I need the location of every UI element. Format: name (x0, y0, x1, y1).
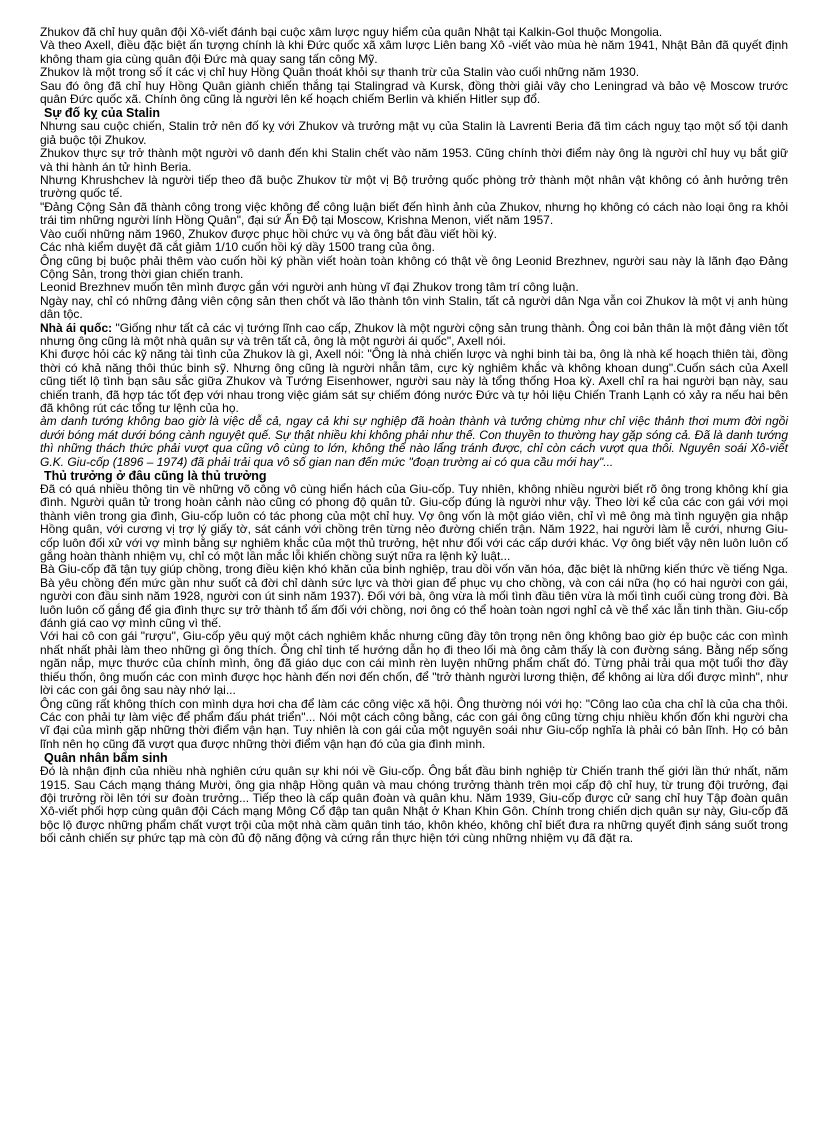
paragraph: Zhukov thực sự trở thành một người vô danh đến khi Stalin chết vào năm 1953. Cũng chính thời điểm này ông là người chỉ huy vụ bắt giữ và thi hành án tử hình Beria. (40, 146, 788, 174)
paragraph-lead-in: Nhà ái quốc: (40, 320, 113, 335)
section-heading: Quân nhân bẩm sinh (44, 751, 168, 766)
paragraph: Và theo Axell, điều đặc biệt ấn tượng chính là khi Đức quốc xã xâm lược Liên bang Xô -viết vào mùa hè năm 1941, Nhật Bản đã quyết định không tham gia cùng quân đội Đức mà quay sang tấn công Mỹ. (40, 38, 788, 66)
paragraph: Sau đó ông đã chỉ huy Hồng Quân giành chiến thắng tại Stalingrad và Kursk, đồng thời giải vây cho Leningrad và bảo vệ Moscow trước quân Đức quốc xã. Chính ông cũng là người lên kế hoạch chiếm Berlin và khiến Hitler sụp đổ. (40, 78, 788, 107)
section-heading: Thủ trưởng ở đâu cũng là thủ trưởng (44, 469, 267, 483)
paragraph: Đã có quá nhiều thông tin về những võ công vô cùng hiển hách của Giu-cốp. Tuy nhiên, không nhiều người biết rõ ông trong không khí gia đình. Người quân tử trong hoàn cảnh nào cũng có phong độ quân tử. Giu-cốp đúng là người như vậy. Theo lời kể của các con gái với mọi thành viên trong gia đình, Giu-cốp luôn có tác phong của một chỉ huy. Vợ ông vốn là một giáo viên, chỉ vì mê ông mà tình nguyện gia nhập Hồng quân, với cương vị trợ lý giấy tờ, sát cánh với chồng trên từng nẻo đường chiến trận. Năm 1922, hai người làm lễ cưới, nhưng Giu-cốp luôn đối xử với vợ mình bằng sự nghiêm khắc của một thủ trưởng, hệt như đối với các cấp dưới khác. Vợ ông biết vậy nên luôn luôn cố gắng hoàn thành nhiệm vụ, chỉ có một lần mắc lỗi khiến chồng suýt nữa ra lệnh kỷ luật... (40, 482, 788, 564)
paragraph: Leonid Brezhnev muốn tên mình được gắn với người anh hùng vĩ đại Zhukov trong tâm trí công luận. (40, 280, 579, 295)
paragraph: Zhukov là một trong số ít các vị chỉ huy Hồng Quân thoát khỏi sự thanh trừ của Stalin vào cuối những năm 1930. (40, 65, 640, 80)
italic-paragraph: àm danh tướng không bao giờ là việc dễ cả, ngay cả khi sự nghiệp đã hoàn thành và tưởng chừng như chỉ việc thảnh thơi mưm đời ngồi dưới bóng mát dưới bóng cành nguyệt quế. Sự thật nhiều khi không phải như thế. Con thuyền to thường hay gặp sóng cả. Đã là danh tướng thì những thách thức phải vượt qua cũng vô cùng to lớn, không thể nào lẩng tránh được, chỉ còn cách vượt qua thôi. Nguyên soái Xô-viết G.K. Giu-cốp (1896 – 1974) đã phải trải qua vô số gian nan đến mức "đoạn trường ai có qua cầu mới hay"... (40, 414, 788, 469)
paragraph: "Đảng Cộng Sản đã thành công trong việc không để công luận biết đến hình ảnh của Zhukov, nhưng họ không có cách nào loại ông ra khỏi trái tim những người lính Hồng Quân", đại sứ Ấn Độ tại Moscow, Krishna Menon, viết năm 1957. (40, 199, 788, 228)
paragraph: Nhưng sau cuộc chiến, Stalin trở nên đố kỵ với Zhukov và trưởng mật vụ của Stalin là Lavrenti Beria đã tìm cách nguỵ tạo một số tội danh giả buộc tội Zhukov. (40, 119, 788, 147)
paragraph: Các nhà kiểm duyệt đã cắt giảm 1/10 cuốn hồi ký dầy 1500 trang của ông. (40, 240, 435, 255)
paragraph: Zhukov đã chỉ huy quân đội Xô-viết đánh bại cuộc xâm lược nguy hiểm của quân Nhật tại Kalkin-Gol thuộc Mongolia. (40, 25, 663, 39)
paragraph: Với hai cô con gái "rượu", Giu-cốp yêu quý một cách nghiêm khắc nhưng cũng đầy tôn trọng nên ông không bao giờ ép buộc các con mình nhất nhất phải làm theo những gì ông thích. Ông chỉ tinh tế hướng dẫn họ đi theo lối mà ông cảm thấy là con đường sáng. Bằng nếp sống ngăn nắp, mực thước của chính mình, ông đã giáo dục con cái mình rèn luyện những phẩm chất đó. Từng phải trải qua một tuổi thơ đầy thiếu thốn, ông muốn các con mình được học hành đến nơi đến chốn, để "trở thành người lương thiện, để không ai lừa dối được mình", như lời các con gái ông sau này nhớ lại... (40, 629, 788, 698)
paragraph: Ông cũng rất không thích con mình dựa hơi cha để làm các công việc xã hội. Ông thường nói với họ: "Công lao của cha chỉ là của cha thôi. Các con phải tự làm việc để phẩm đấu phát triển"... Nói một cách công bằng, các con gái ông cũng từng chịu nhiều khốn đốn khi người cha vĩ đại của mình gặp những thời điểm vận hạn. Tuy nhiên là con gái của một nguyên soái như Giu-cốp nghĩa là phải có bản lĩnh. Họ có bản lĩnh nên họ cũng đã vượt qua được những thời điểm vận hạn đó của gia đình mình. (40, 696, 788, 751)
paragraph: Đó là nhận định của nhiều nhà nghiên cứu quân sự khi nói về Giu-cốp. Ông bắt đầu binh nghiệp từ Chiến tranh thế giới lần thứ nhất, năm 1915. Sau Cách mạng tháng Mười, ông gia nhập Hồng quân và mau chóng trưởng thành trên mọi cấp độ chỉ huy, từ trung đội trưởng, đại đội trưởng rồi lên tới sư đoàn trưởng... Tiếp theo là cấp quân đoàn và quân khu. Năm 1939, Giu-cốp được cử sang chỉ huy Tập đoàn quân Xô-viết phối hợp cùng quân đội Cách mạng Mông Cổ đập tan quân Nhật ở Khan Khin Gôn. Chính trong chiến dịch quân sự này, Giu-cốp đã bộc lộ được những phẩm chất vượt trội của một nhà cầm quân tinh táo, khôn khéo, không chỉ biết đưa ra những quyết định sáng suốt trong bối cảnh chiến sự phức tạp mà còn đủ độ năng động và cứng rắn thực hiện tới cùng những nhiệm vụ đã đặt ra. (40, 764, 788, 846)
paragraph: Ngày nay, chỉ có những đảng viên cộng sản then chốt và lão thành tôn vinh Stalin, tất cả người dân Nga vẫn coi Zhukov là một vị anh hùng dân tộc. (40, 293, 788, 322)
paragraph: Nhưng Khrushchev là người tiếp theo đã buộc Zhukov từ một vị Bộ trưởng quốc phòng trở thành một nhân vật không có ảnh hưởng trên trường quốc tế. (40, 173, 788, 201)
paragraph: Khi được hỏi các kỹ năng tài tình của Zhukov là gì, Axell nói: "Ông là nhà chiến lược và nghi binh tài ba, ông là nhà kế hoạch thiên tài, đồng thời có khả năng thôi thúc binh sỹ. Nhưng ông cũng là người nhẫn tâm, cực kỳ nghiêm khắc và không khoan dung".Cuốn sách của Axell cũng tiết lộ tình bạn sâu sắc giữa Zhukov và Tướng Eisenhower, người sau này là tổng thống Hoa kỳ. Axell chỉ ra hai người bạn này, sau chiến tranh, đã hợp tác tốt đẹp với nhau trong việc giám sát sự chiếm đóng nước Đức và tự hỏi liệu Chiến Tranh Lạnh có xảy ra nếu hai bên đã không rút các tổng tư lệnh của họ. (40, 347, 788, 415)
paragraph: Vào cuối những năm 1960, Zhukov được phục hồi chức vụ và ông bắt đầu viết hồi ký. (40, 226, 497, 241)
paragraph: Bà Giu-cốp đã tận tụy giúp chồng, trong điều kiện khó khăn của binh nghiệp, trau dồi vốn văn hóa, đặc biệt là những kiến thức về tiếng Nga. Bà yêu chồng đến mức gần như suốt cả đời chỉ dành sức lực và thời gian để phục vụ cho chồng, và con cái nữa (họ có hai người con gái, người con đầu sinh năm 1928, người con út sinh năm 1937). Đối với bà, ông vừa là mối tình đầu tiên vừa là mối tình cuối cùng trong đời. Bà luôn luôn cố gắng để gia đình thực sự trở thành tổ ấm đối với chồng, nơi ông có thể hoàn toàn ngơi nghỉ cả về thể xác lẫn tinh thần. Giu-cốp đánh giá cao vợ mình cũng vì thế. (40, 562, 788, 631)
paragraph (40, 322, 788, 349)
section-heading: Sự đố kỵ của Stalin (44, 106, 161, 121)
paragraph: Ông cũng bị buộc phải thêm vào cuốn hồi ký phần viết hoàn toàn không có thật về ông Leonid Brezhnev, người sau này là lãnh đạo Đảng Cộng Sản, trong thời gian chiến tranh. (40, 253, 788, 281)
paragraph-text: "Giống như tất cả các vị tướng lĩnh cao cấp, Zhukov là một người cộng sản trung thành. Ông coi bản thân là một đảng viên tốt nhưng ông cũng là một nhà quân sự và trên tất cả, ông là một người ái quốc", Axell nói. (40, 320, 788, 348)
